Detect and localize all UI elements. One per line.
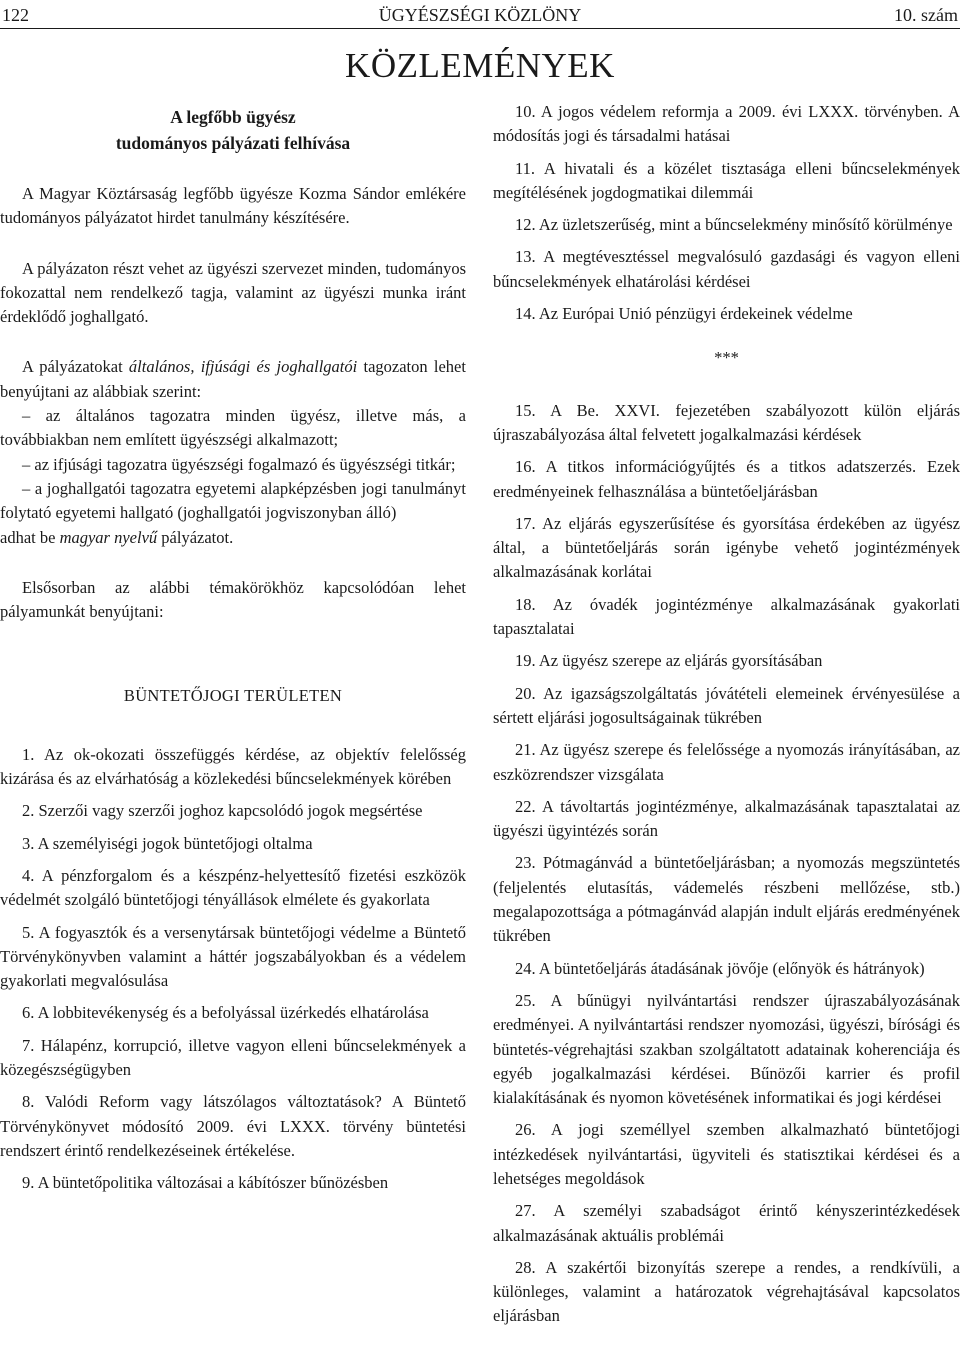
topic-item: 24. A büntetőeljárás átadásának jövője (előnyök és hátrányok) [515, 958, 925, 978]
topic-item: 19. Az ügyész szerepe az eljárás gyorsításában [515, 651, 823, 671]
topic-item: 22. A távoltartás jogintézménye, alkalmazásának tapasztalatai az ügyészi ügyintézés során [493, 796, 960, 841]
page-number: 122 [2, 5, 29, 25]
topic-item: 27. A személyi szabadságot érintő kényszerintézkedések alkalmazásának aktuális problémái [493, 1201, 960, 1245]
topic-item: 2. Szerzői vagy szerzői joghoz kapcsolódó jogok megsértése [22, 801, 423, 821]
header-rule [0, 28, 960, 29]
sections-text-italic: általános, ifjúsági és joghallgatói [128, 357, 358, 377]
dash-item-youth: – az ifjúsági tagozatra ügyészségi fogalmazó és ügyészségi titkár; [22, 454, 456, 474]
eligibility-paragraph: A pályázaton részt vehet az ügyészi szervezet minden, tudományos fokozattal nem rendelkező tagja, valamint az ügyészi munka iránt érdeklődő joghallgató. [0, 258, 466, 327]
submit-line [0, 526, 466, 550]
topic-item: 15. A Be. XXVI. fejezetében szabályozott külön eljárás újraszabályozása által felvetett jogalkalmazási kérdések [493, 400, 960, 444]
topic-item: 17. Az eljárás egyszerűsítése és gyorsítása érdekében az ügyész által, a büntetőeljárás során igénybe vehető jogintézmények alkalmazásának korlátai [493, 513, 960, 582]
topic-item: 16. A titkos információgyűjtés és a titkos adatszerzés. Ezek eredményeinek felhasználása a büntetőeljárásban [493, 457, 960, 501]
topic-item: 12. Az üzletszerűség, mint a bűncselekmény minősítő körülménye [515, 215, 953, 235]
topic-item: 13. A megtévesztéssel megvalósuló gazdasági és vagyon elleni bűncselekmények elhatárolási kérdései [493, 247, 960, 291]
topic-item: 18. Az óvadék jogintézménye alkalmazásának gyakorlati tapasztalatai [493, 594, 960, 639]
journal-title: ÜGYÉSZSÉGI KÖZLÖNY [378, 5, 582, 25]
announcement-title-line2: tudományos pályázati felhívása [115, 133, 351, 153]
topic-item: 5. A fogyasztók és a versenytársak büntetőjogi védelme a Büntető Törvénykönyvben valamint a háttér jogszabályokban és a védelem gyakorlati megvalósulása [0, 922, 466, 991]
submit-text-post: pályázatot. [157, 527, 234, 547]
topic-item: 11. A hivatali és a közélet tisztasága elleni bűncselekmények megítélésének jogdogmatikai dilemmái [493, 158, 960, 202]
left-column [0, 100, 466, 1204]
topic-item: 21. Az ügyész szerepe és felelőssége a nyomozás irányításában, az eszközrendszer vizsgálata [493, 740, 960, 784]
right-column [493, 100, 960, 1337]
dash-item-general: – az általános tagozatra minden ügyész, illetve más, a továbbiakban nem említett ügyészségi alkalmazott; [0, 406, 466, 450]
section-separator: *** [714, 348, 739, 368]
topics-intro-paragraph: Elsősorban az alábbi témakörökhöz kapcsolódóan lehet pályamunkát benyújtani: [0, 577, 466, 622]
topic-item: 3. A személyiségi jogok büntetőjogi oltalma [22, 833, 313, 853]
topic-item: 8. Valódi Reform vagy látszólagos változtatások? A Büntető Törvénykönyvet módosító 2009. évi LXXX. törvény büntetési rendszert érintő rendelkezéseinek értékelése. [0, 1092, 466, 1160]
topic-item: 23. Pótmagánvád a büntetőeljárásban; a nyomozás megszüntetés (feljelentés elutasítás, vádemelés részbeni mellőzése, stb.) megalapozottsága a pótmagánvád alapján indult eljárás eredményének tükrében [493, 853, 960, 946]
topic-item: 28. A szakértői bizonyítás szerepe a rendes, a rendkívüli, a különleges, valamint a határozatok végrehajtásával kapcsolatos eljárásban [493, 1257, 960, 1326]
sections-paragraph [0, 355, 466, 404]
dash-item-student: – a joghallgatói tagozatra egyetemi alapképzésben jogi tanulmányt folytató egyetemi hallgató (joghallgatói jogviszonyban álló) [0, 478, 466, 523]
submit-text-pre: adhat be [0, 527, 60, 547]
topic-item: 14. Az Európai Unió pénzügyi érdekeinek védelme [515, 304, 853, 324]
topic-item: 25. A bűnügyi nyilvántartási rendszer újraszabályozásának eredményei. A nyilvántartási rendszer nyomozási, ügyészi, bírósági és büntetés-végrehajtási szakban szolgáltatott adatainak koherenciája és egyéb jogalkalmazási kérdései. Bűnözői karrier és profil kialakításának és nyomon követésének informatikai és jogi kérdései [493, 990, 960, 1108]
announcement-title-line1: A legfőbb ügyész [170, 107, 296, 127]
topic-item: 4. A pénzforgalom és a készpénz-helyettesítő fizetési eszközök védelmét szolgáló büntetőjogi tényállások elmélete és gyakorlata [0, 865, 466, 910]
sections-text-post: tagozaton lehet benyújtani az alábbiak szerint: [0, 357, 466, 401]
topic-item: 20. Az igazságszolgáltatás jóvátételi elemeinek érvényesülése a sértett eljárási jogosultságainak tükrében [493, 683, 960, 727]
topic-item: 10. A jogos védelem reformja a 2009. évi LXXX. törvényben. A módosítás jogi és társadalmi hatásai [493, 102, 960, 146]
section-title: KÖZLEMÉNYEK [345, 46, 615, 85]
topic-item: 9. A büntetőpolitika változásai a kábítószer bűnözésben [22, 1173, 389, 1193]
submit-text-italic: magyar nyelvű [59, 527, 158, 547]
running-header [0, 4, 960, 26]
intro-paragraph: A Magyar Köztársaság legfőbb ügyésze Kozma Sándor emlékére tudományos pályázatot hirdet tanulmány készítésére. [0, 184, 466, 228]
category-heading: BÜNTETŐJOGI TERÜLETEN [123, 686, 343, 706]
topic-item: 1. Az ok-okozati összefüggés kérdése, az objektív felelősség kizárása és az elvárhatóság a közlekedési bűncselekmények körében [0, 744, 466, 789]
issue-number: 10. szám [894, 5, 958, 25]
topic-item: 26. A jogi személlyel szemben alkalmazható büntetőjogi intézkedések nyilvántartási, ügyviteli és statisztikai kérdései és a lehetséges megoldások [493, 1120, 960, 1188]
topic-item: 7. Hálapénz, korrupció, illetve vagyon elleni bűncselekmények a közegészségügyben [0, 1035, 466, 1080]
topic-item: 6. A lobbitevékenység és a befolyással üzérkedés elhatárolása [22, 1003, 429, 1023]
sections-text-pre: A pályázatokat [22, 357, 129, 377]
